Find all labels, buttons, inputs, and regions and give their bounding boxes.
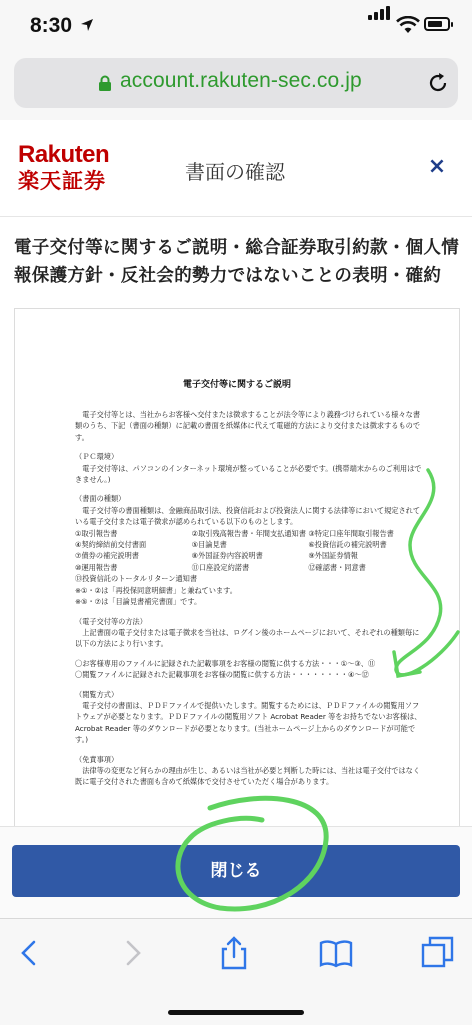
pdf-body: [75, 409, 425, 788]
pdf-exempt-heading: （免責事項）: [75, 754, 119, 764]
pdf-item-row: [75, 562, 425, 573]
pdf-item: ①取引報告書: [75, 528, 118, 538]
logo-english: Rakuten: [18, 141, 110, 168]
pdf-item: ⑫確認書・同意書: [308, 562, 366, 572]
location-arrow-icon: [80, 18, 94, 32]
pdf-view-text: 電子交付の書面は、ＰＤＦファイルで提供いたします。閲覧するためには、ＰＤＦファイルの閲覧用ソフトウェアが必要となります。ＰＤＦファイルの閲覧用ソフト Acrobat Reader 等をお持ちでないお客様は、Acrobat Reader 等のダウンロードが必要となります。(当社ホームページ上からのダウンロードが可能です。): [75, 700, 422, 745]
tabs-icon[interactable]: [420, 935, 456, 971]
share-icon[interactable]: [216, 935, 252, 971]
browser-toolbar: [0, 918, 472, 1025]
pdf-intro: 電子交付等とは、当社からお客様へ交付または徴求することが法令等により義務づけられている様々な書類のうち、下記（書面の種類）に記載の書面を紙媒体に代えて電磁的方法により交付または徴求するものです。: [75, 410, 421, 442]
lock-icon: [98, 75, 112, 92]
pdf-pc-text: 電子交付等は、パソコンのインターネット環境が整っていることが必要です。(携帯端末からのご利用はできません。): [75, 463, 422, 485]
pdf-item: ⑩運用報告書: [75, 562, 118, 572]
pdf-item: ②取引残高報告書・年間支払通知書: [191, 528, 306, 538]
address-bar[interactable]: [14, 58, 458, 108]
home-indicator: [168, 1010, 304, 1015]
bookmarks-icon[interactable]: [318, 935, 354, 971]
url-text[interactable]: account.rakuten-sec.co.jp: [120, 69, 362, 92]
forward-icon[interactable]: [114, 935, 150, 971]
pdf-heading: 電子交付等に関するご説明: [182, 380, 291, 390]
reload-icon[interactable]: [426, 71, 450, 95]
pdf-item: ④契約締結前交付書面: [75, 540, 147, 550]
logo-japanese: 楽天証券: [18, 169, 106, 193]
pdf-item: ⑦債券の補完説明書: [75, 551, 139, 561]
status-time: 8:30: [30, 14, 73, 37]
pdf-item-row: [75, 550, 425, 561]
pdf-item: ⑧外国証券内容説明書: [191, 551, 263, 561]
pdf-note: ※⑤・⑦は「目論見書補完書面」です。: [75, 597, 202, 607]
modal-header: [0, 120, 472, 217]
pdf-item: ⑤目論見書: [191, 540, 227, 550]
pdf-item-row: [75, 539, 425, 550]
pdf-item: ③特定口座年間取引報告書: [308, 528, 394, 538]
pdf-item: ⑨外国証券情報: [308, 551, 358, 561]
pdf-view-heading: （閲覧方式）: [75, 689, 119, 699]
pdf-item-row: [75, 528, 425, 539]
rakuten-logo: [18, 142, 109, 194]
pdf-method-text: 上記書面の電子交付または電子徴求を当社は、ログイン後のホームページにおいて、それぞれの種類毎に以下の方法により行います。: [75, 627, 420, 649]
pdf-item: ⑪口座設定約諾書: [191, 562, 250, 572]
battery-icon: [424, 17, 450, 31]
pdf-types-heading: （書面の種類）: [75, 494, 126, 504]
pdf-method-heading: （電子交付等の方法）: [75, 616, 147, 626]
modal-title: 書面の確認: [185, 160, 285, 184]
back-icon[interactable]: [12, 935, 48, 971]
pdf-method-2: 〇閲覧ファイルに記録された記載事項をお客様の閲覧に供する方法・・・・・・・・④～⑫: [75, 670, 369, 680]
document-title: 電子交付等に関するご説明・総合証券取引約款・個人情報保護方針・反社会的勢力ではないことの表明・確約: [14, 238, 459, 286]
button-bar: [0, 826, 472, 919]
pdf-item: ⑬投資信託のトータルリターン通知書: [75, 574, 198, 584]
close-button[interactable]: 閉じる: [12, 845, 460, 897]
pdf-types-text: 電子交付等の書面種類は、金融商品取引法、投資信託および投資法人に関する法律等において規定されている電子交付または電子徴求が認められている以下のものとします。: [75, 505, 421, 527]
pdf-method-1: 〇お客様専用のファイルに記録された記載事項をお客様の閲覧に供する方法・・・①～③、⑪: [75, 658, 376, 668]
status-bar: [0, 0, 472, 52]
web-page: [0, 120, 472, 946]
pdf-exempt-text: 法律等の変更など何らかの理由が生じ、あるいは当社が必要と判断した時には、当社は電子交付ではなく既に電子交付された書面も含めて紙媒体で交付させていただく場合があります。: [75, 765, 421, 787]
pdf-note: ※①・②は「再投保同意明細書」と兼ねています。: [75, 585, 237, 595]
close-icon[interactable]: ×: [427, 154, 447, 179]
wifi-icon: [396, 16, 420, 34]
pdf-pc-heading: （ＰＣ環境）: [75, 452, 119, 462]
pdf-item: ⑥投資信託の補完説明書: [308, 540, 387, 550]
